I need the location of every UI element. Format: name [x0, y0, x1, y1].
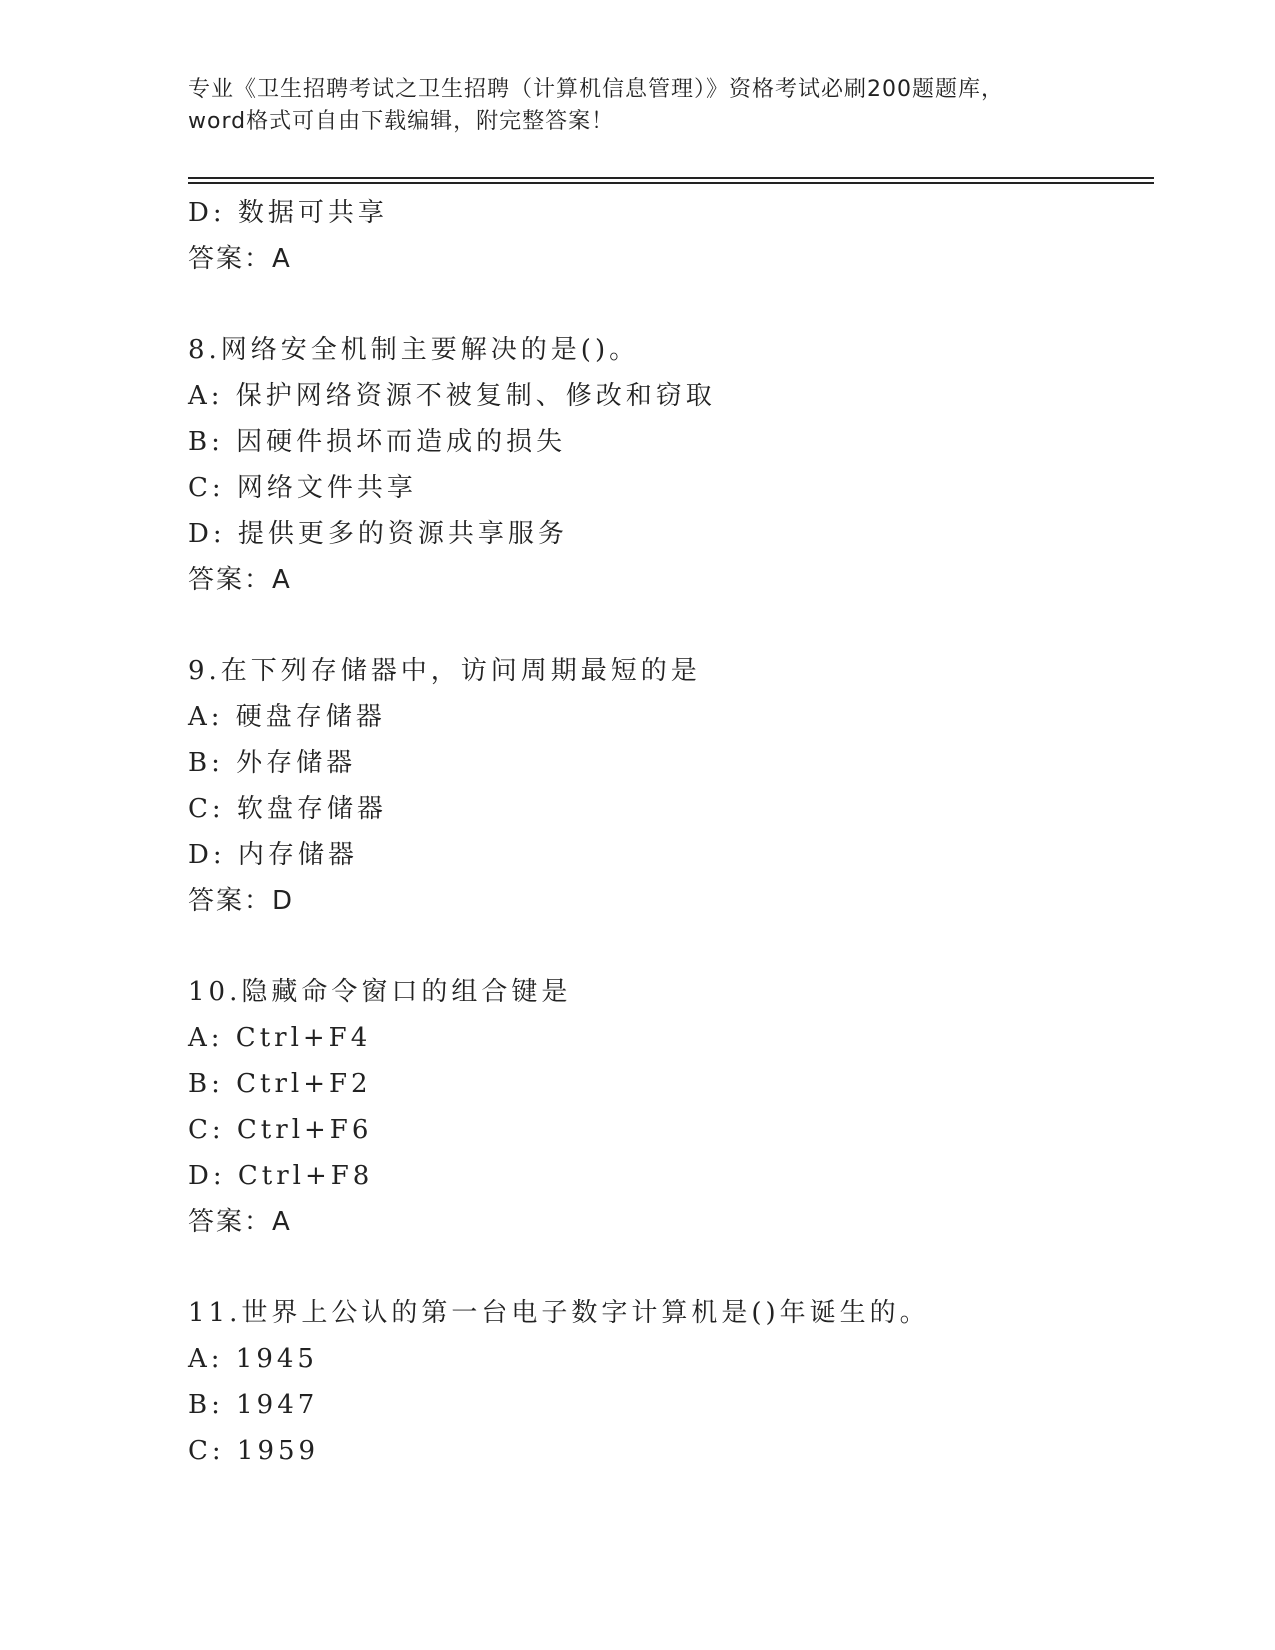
option-a: A: 1945 [188, 1344, 318, 1374]
question-title: 9.在下列存储器中，访问周期最短的是 [188, 656, 701, 686]
question-10 [188, 969, 1148, 1245]
option-d: D: 数据可共享 [188, 198, 388, 228]
header-divider-top [188, 177, 1154, 179]
option-b: B: 1947 [188, 1390, 319, 1420]
question-title: 8.网络安全机制主要解决的是()。 [188, 335, 640, 365]
answer-line: 答案：D [188, 886, 295, 916]
header-line-2: word格式可自由下载编辑，附完整答案！ [188, 109, 615, 134]
option-a: A: 保护网络资源不被复制、修改和窃取 [188, 381, 716, 411]
question-list [188, 190, 1148, 1474]
spacer [188, 603, 1148, 648]
option-a: A: Ctrl+F4 [188, 1023, 372, 1053]
option-c: C: 软盘存储器 [188, 794, 387, 824]
question-11 [188, 1290, 1148, 1474]
question-title: 11.世界上公认的第一台电子数字计算机是()年诞生的。 [188, 1298, 930, 1328]
option-b: B: 外存储器 [188, 748, 357, 778]
option-b: B: 因硬件损坏而造成的损失 [188, 427, 567, 457]
spacer [188, 282, 1148, 327]
question-9 [188, 648, 1148, 924]
question-title: 10.隐藏命令窗口的组合键是 [188, 977, 572, 1007]
option-c: C: 网络文件共享 [188, 473, 417, 503]
answer-line: 答案：A [188, 565, 292, 595]
question-8 [188, 327, 1148, 603]
option-c: C: Ctrl+F6 [188, 1115, 373, 1145]
option-b: B: Ctrl+F2 [188, 1069, 372, 1099]
option-d: D: 内存储器 [188, 840, 358, 870]
option-a: A: 硬盘存储器 [188, 702, 386, 732]
header-divider-bottom [188, 182, 1154, 184]
document-header [188, 74, 1088, 138]
answer-line: 答案：A [188, 1207, 292, 1237]
option-c: C: 1959 [188, 1436, 320, 1466]
spacer [188, 924, 1148, 969]
spacer [188, 1245, 1148, 1290]
answer-line: 答案：A [188, 244, 292, 274]
header-line-1: 专业《卫生招聘考试之卫生招聘（计算机信息管理）》资格考试必刷200题题库， [188, 77, 1004, 102]
option-d: D: 提供更多的资源共享服务 [188, 519, 568, 549]
option-d: D: Ctrl+F8 [188, 1161, 374, 1191]
